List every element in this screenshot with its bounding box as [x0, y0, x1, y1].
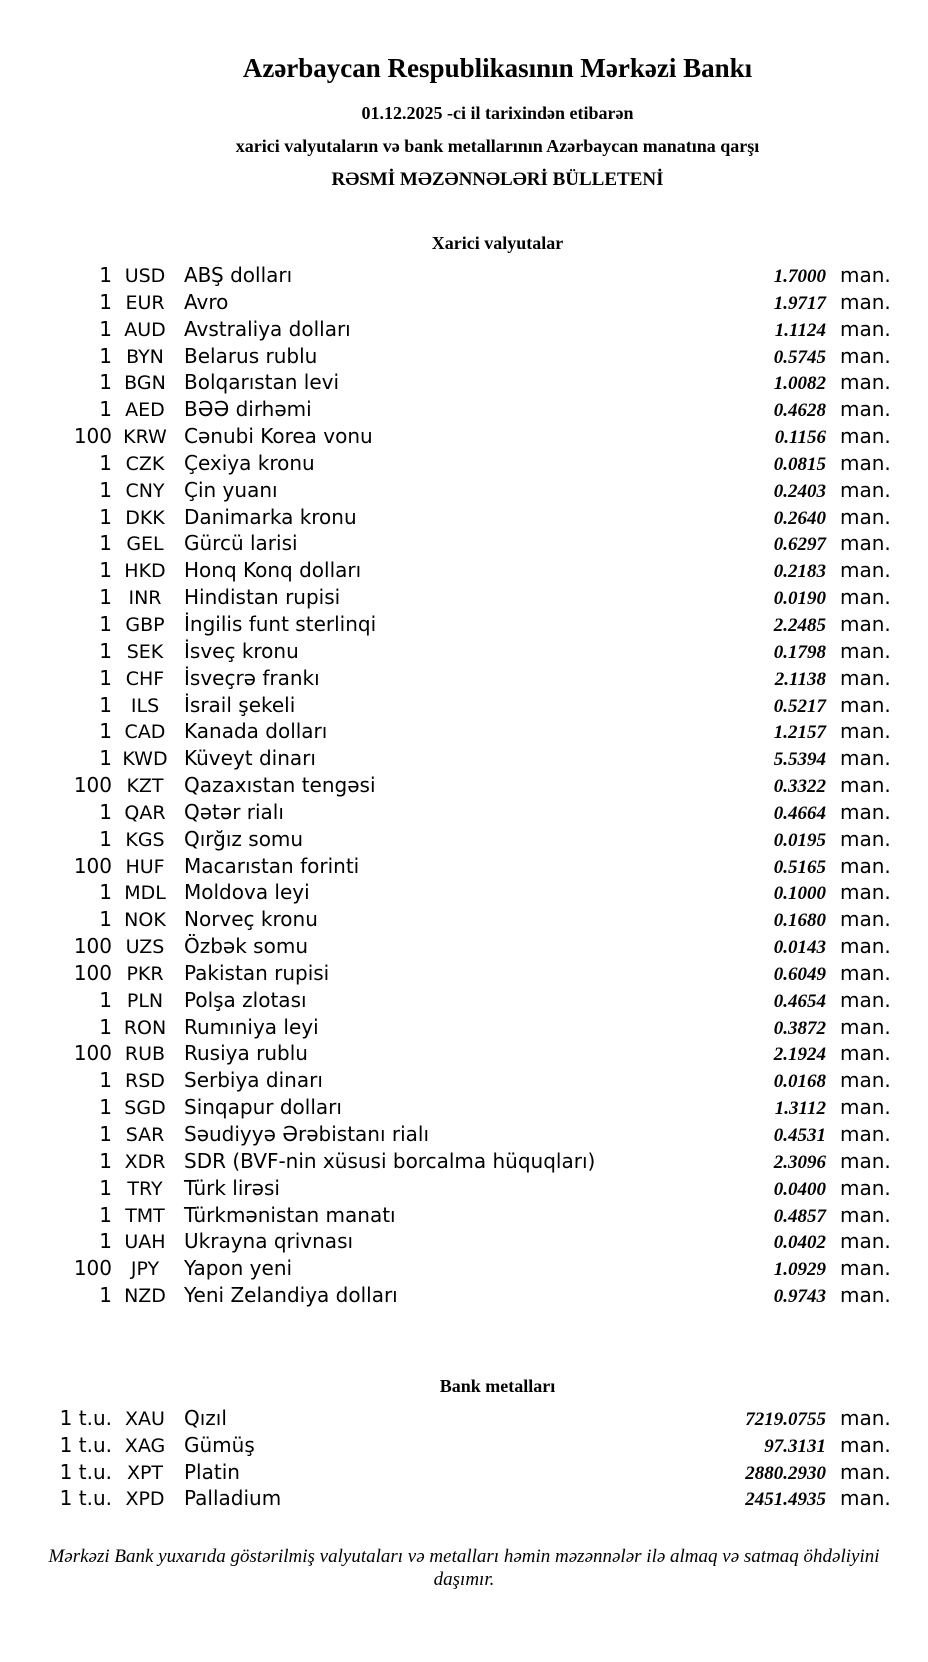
- currency-table: [0, 262, 890, 1309]
- currency-code-cell: SGD: [124, 1097, 166, 1120]
- table-row: [0, 1067, 890, 1094]
- table-row: [0, 799, 890, 826]
- currency-name-cell: Danimarka kronu: [184, 504, 357, 529]
- rate-cell: 0.5165: [773, 856, 826, 878]
- rate-cell: 0.9743: [773, 1286, 826, 1308]
- unit-cell: man.: [840, 880, 891, 905]
- currency-code-cell: EUR: [125, 291, 165, 314]
- currency-name-cell: Honq Konq dolları: [184, 558, 362, 583]
- currency-code-cell: CAD: [124, 721, 166, 744]
- currency-name-cell: Ukrayna qrivnası: [184, 1229, 354, 1254]
- currency-name-cell: Bolqarıstan levi: [184, 370, 340, 395]
- table-row: [0, 772, 890, 799]
- unit-cell: man.: [840, 424, 891, 449]
- table-row: [0, 423, 890, 450]
- currency-code-cell: CHF: [125, 667, 165, 690]
- rate-cell: 0.0402: [773, 1232, 826, 1254]
- currency-code-cell: KRW: [123, 426, 167, 449]
- currency-name-cell: Özbək somu: [184, 934, 308, 959]
- effective-date-line: 01.12.2025 -ci il tarixindən etibarən: [361, 103, 634, 123]
- section-heading-metals: Bank metalları: [439, 1375, 556, 1396]
- unit-cell: man.: [840, 719, 891, 744]
- quantity-cell: 1: [99, 370, 112, 395]
- table-row: [0, 1459, 890, 1486]
- rate-cell: 0.6049: [773, 963, 826, 985]
- unit-cell: man.: [840, 1095, 891, 1120]
- currency-code-cell: MDL: [124, 882, 166, 905]
- unit-cell: man.: [840, 343, 891, 368]
- currency-name-cell: ABŞ dolları: [184, 263, 293, 287]
- currency-code-cell: ILS: [130, 694, 160, 717]
- currency-code-cell: CNY: [125, 479, 165, 502]
- rate-cell: 5.5394: [773, 749, 826, 771]
- rate-cell: 0.5745: [773, 346, 826, 368]
- currency-name-cell: Qazaxıstan tengəsi: [184, 773, 376, 798]
- quantity-cell: 100: [73, 1256, 112, 1281]
- unit-cell: man.: [840, 1229, 891, 1254]
- quantity-cell: 1: [99, 450, 112, 475]
- rate-cell: 0.4654: [773, 990, 826, 1012]
- table-row: [0, 665, 890, 692]
- rate-cell: 2.3096: [773, 1151, 826, 1173]
- quantity-cell: 1: [99, 692, 112, 717]
- quantity-cell: 1: [99, 558, 112, 583]
- table-row: [0, 316, 890, 343]
- bulletin-title: RƏSMİ MƏZƏNNƏLƏRİ BÜLLETENİ: [331, 169, 664, 190]
- currency-name-cell: Sinqapur dolları: [184, 1095, 342, 1120]
- table-row: [0, 262, 890, 289]
- table-row: [0, 1432, 890, 1459]
- table-row: [0, 289, 890, 316]
- currency-name-cell: SDR (BVF-nin xüsusi borcalma hüquqları): [184, 1148, 596, 1173]
- quantity-cell: 1: [99, 289, 112, 314]
- unit-cell: man.: [840, 1068, 891, 1093]
- rate-cell: 1.1124: [774, 319, 826, 341]
- currency-code-cell: CZK: [125, 452, 165, 475]
- currency-code-cell: BGN: [124, 372, 166, 395]
- currency-code-cell: RSD: [125, 1070, 165, 1093]
- currency-name-cell: Serbiya dinarı: [184, 1068, 323, 1093]
- rate-cell: 0.0168: [773, 1071, 826, 1093]
- quantity-cell: 100: [73, 773, 112, 798]
- table-row: [0, 1228, 890, 1255]
- currency-code-cell: NOK: [124, 909, 166, 932]
- unit-cell: man.: [840, 638, 891, 663]
- currency-name-cell: Pakistan rupisi: [184, 960, 330, 985]
- unit-cell: man.: [840, 853, 891, 878]
- quantity-cell: 100: [73, 960, 112, 985]
- quantity-cell: 100: [73, 1041, 112, 1066]
- page-title: Azərbaycan Respublikasının Mərkəzi Bankı: [242, 53, 753, 83]
- quantity-cell: 1: [99, 1068, 112, 1093]
- unit-cell: man.: [840, 1459, 891, 1484]
- currency-name-cell: İngilis funt sterlinqi: [184, 611, 377, 636]
- unit-cell: man.: [840, 477, 891, 502]
- unit-cell: man.: [840, 558, 891, 583]
- rate-cell: 0.1000: [773, 883, 826, 905]
- quantity-cell: 100: [73, 934, 112, 959]
- rate-cell: 0.5217: [773, 695, 826, 717]
- quantity-cell: 1: [99, 799, 112, 824]
- unit-cell: man.: [840, 960, 891, 985]
- currency-name-cell: Moldova leyi: [184, 880, 310, 905]
- currency-code-cell: USD: [124, 265, 166, 287]
- unit-cell: man.: [840, 773, 891, 798]
- currency-code-cell: GEL: [126, 533, 164, 556]
- currency-name-cell: Gürcü larisi: [184, 531, 298, 556]
- table-row: [0, 450, 890, 477]
- rate-cell: 0.4628: [773, 400, 826, 422]
- table-row: [0, 853, 890, 880]
- currency-name-cell: Belarus rublu: [184, 343, 318, 368]
- currency-name-cell: BƏƏ dirhəmi: [184, 397, 312, 422]
- table-row: [0, 369, 890, 396]
- metals-table: [0, 1405, 890, 1512]
- unit-cell: man.: [840, 263, 891, 287]
- currency-code-cell: KGS: [125, 828, 165, 851]
- rate-cell: 0.1680: [773, 910, 826, 932]
- table-row: [0, 879, 890, 906]
- rate-cell: 0.2403: [773, 480, 826, 502]
- currency-code-cell: NZD: [124, 1285, 166, 1308]
- rate-cell: 2.2485: [773, 614, 826, 636]
- currency-name-cell: Platin: [184, 1459, 240, 1484]
- table-row: [0, 530, 890, 557]
- unit-cell: man.: [840, 450, 891, 475]
- unit-cell: man.: [840, 611, 891, 636]
- currency-code-cell: PKR: [126, 962, 164, 985]
- table-row: [0, 1121, 890, 1148]
- rate-cell: 2451.4935: [745, 1489, 826, 1511]
- currency-code-cell: AUD: [124, 318, 166, 341]
- unit-cell: man.: [840, 799, 891, 824]
- quantity-cell: 1: [99, 504, 112, 529]
- quantity-cell: 1: [99, 987, 112, 1012]
- currency-name-cell: Norveç kronu: [184, 907, 318, 932]
- table-row: [0, 638, 890, 665]
- quantity-cell: 1: [99, 397, 112, 422]
- quantity-cell: 1: [99, 1283, 112, 1308]
- currency-name-cell: Palladium: [184, 1486, 282, 1511]
- rate-cell: 0.0143: [773, 937, 826, 959]
- quantity-cell: 1: [99, 477, 112, 502]
- unit-cell: man.: [840, 316, 891, 341]
- rate-cell: 0.3872: [773, 1017, 826, 1039]
- unit-cell: man.: [840, 397, 891, 422]
- currency-code-cell: XDR: [124, 1150, 166, 1173]
- currency-name-cell: Polşa zlotası: [184, 987, 307, 1012]
- table-row: [0, 933, 890, 960]
- currency-code-cell: QAR: [124, 801, 166, 824]
- quantity-cell: 1: [99, 343, 112, 368]
- rate-cell: 1.7000: [773, 266, 826, 287]
- currency-code-cell: RON: [123, 1016, 167, 1039]
- unit-cell: man.: [840, 1432, 891, 1457]
- quantity-cell: 1: [99, 531, 112, 556]
- currency-code-cell: BYN: [126, 345, 164, 368]
- table-row: [0, 1202, 890, 1229]
- currency-code-cell: DKK: [125, 506, 165, 529]
- unit-cell: man.: [840, 585, 891, 610]
- table-row: [0, 557, 890, 584]
- quantity-cell: 1: [99, 1229, 112, 1254]
- currency-code-cell: TMT: [125, 1204, 165, 1227]
- currency-name-cell: Yeni Zelandiya dolları: [184, 1283, 398, 1308]
- currency-name-cell: Türk lirəsi: [184, 1175, 280, 1200]
- currency-code-cell: UAH: [124, 1231, 166, 1254]
- currency-name-cell: Türkmənistan manatı: [184, 1202, 396, 1227]
- rate-cell: 0.0400: [773, 1178, 826, 1200]
- currency-name-cell: Macarıstan forinti: [184, 853, 360, 878]
- table-row: [0, 396, 890, 423]
- unit-cell: man.: [840, 1256, 891, 1281]
- unit-cell: man.: [840, 907, 891, 932]
- currency-code-cell: KZT: [126, 775, 164, 798]
- unit-cell: man.: [840, 692, 891, 717]
- rate-cell: 0.0195: [773, 829, 826, 851]
- table-row: [0, 960, 890, 987]
- quantity-cell: 1: [99, 880, 112, 905]
- currency-code-cell: XPD: [125, 1488, 165, 1511]
- currency-name-cell: İsrail şekeli: [184, 692, 296, 717]
- quantity-cell: 1: [99, 1175, 112, 1200]
- currency-code-cell: HKD: [124, 560, 166, 583]
- table-row: [0, 477, 890, 504]
- rate-cell: 1.0929: [773, 1259, 826, 1281]
- currency-name-cell: Avro: [184, 289, 229, 314]
- currency-name-cell: Avstraliya dolları: [184, 316, 351, 341]
- quantity-cell: 1: [99, 1014, 112, 1039]
- table-row: [0, 1040, 890, 1067]
- unit-cell: man.: [840, 826, 891, 851]
- currency-name-cell: Cənubi Korea vonu: [184, 424, 373, 449]
- quantity-cell: 1: [99, 316, 112, 341]
- currency-name-cell: Qətər rialı: [184, 799, 284, 824]
- bulletin-page: [0, 52, 928, 1662]
- quantity-cell: 1: [99, 1095, 112, 1120]
- rate-cell: 7219.0755: [745, 1408, 826, 1430]
- rate-cell: 1.0082: [773, 373, 826, 395]
- unit-cell: man.: [840, 1122, 891, 1146]
- quantity-cell: 1: [99, 1202, 112, 1227]
- currency-code-cell: RUB: [124, 1043, 166, 1066]
- currency-name-cell: Küveyt dinarı: [184, 746, 316, 771]
- unit-cell: man.: [840, 1148, 891, 1173]
- rate-cell: 97.3131: [764, 1435, 826, 1457]
- rate-cell: 0.1798: [773, 641, 826, 663]
- table-row: [0, 343, 890, 370]
- quantity-cell: 1: [99, 826, 112, 851]
- currency-code-cell: XPT: [126, 1461, 164, 1484]
- rate-cell: 0.0815: [773, 453, 826, 475]
- quantity-cell: 1: [99, 611, 112, 636]
- unit-cell: man.: [840, 665, 891, 690]
- currency-name-cell: Qırğız somu: [184, 826, 304, 851]
- rate-cell: 0.1156: [774, 427, 826, 449]
- table-row: [0, 1485, 890, 1512]
- currency-name-cell: Səudiyyə Ərəbistanı rialı: [184, 1122, 430, 1146]
- table-row: [0, 718, 890, 745]
- table-row: [0, 906, 890, 933]
- quantity-cell: 1: [99, 665, 112, 690]
- table-row: [0, 611, 890, 638]
- currency-name-cell: Çexiya kronu: [184, 450, 315, 475]
- rate-cell: 1.9717: [773, 292, 826, 314]
- currency-name-cell: Rumıniya leyi: [184, 1014, 319, 1039]
- rate-cell: 0.2183: [773, 561, 826, 583]
- table-row: [0, 826, 890, 853]
- unit-cell: man.: [840, 987, 891, 1012]
- currency-name-cell: İsveçrə frankı: [184, 665, 320, 690]
- unit-cell: man.: [840, 1175, 891, 1200]
- unit-cell: man.: [840, 1486, 891, 1511]
- currency-code-cell: TRY: [127, 1177, 163, 1200]
- table-row: [0, 745, 890, 772]
- table-row: [0, 1255, 890, 1282]
- unit-cell: man.: [840, 1014, 891, 1039]
- unit-cell: man.: [840, 1405, 891, 1430]
- currency-name-cell: Çin yuanı: [184, 477, 278, 502]
- rate-cell: 2.1924: [773, 1044, 826, 1066]
- table-row: [0, 692, 890, 719]
- quantity-cell: 100: [73, 853, 112, 878]
- table-row: [0, 987, 890, 1014]
- currency-code-cell: PLN: [126, 989, 164, 1012]
- rate-cell: 0.4857: [773, 1205, 826, 1227]
- rate-cell: 1.2157: [773, 722, 826, 744]
- currency-name-cell: Gümüş: [184, 1432, 255, 1457]
- quantity-cell: 1 t.u.: [59, 1459, 112, 1484]
- currency-code-cell: UZS: [125, 936, 165, 959]
- currency-name-cell: İsveç kronu: [184, 638, 299, 663]
- table-row: [0, 1148, 890, 1175]
- rate-cell: 0.6297: [773, 534, 826, 556]
- currency-name-cell: Yapon yeni: [184, 1256, 293, 1281]
- quantity-cell: 1: [99, 263, 112, 287]
- quantity-cell: 1 t.u.: [59, 1432, 112, 1457]
- rate-cell: 0.2640: [773, 507, 826, 529]
- rate-cell: 2880.2930: [745, 1462, 826, 1484]
- unit-cell: man.: [840, 504, 891, 529]
- header-block: [105, 52, 890, 191]
- currency-code-cell: SAR: [125, 1124, 165, 1146]
- currency-code-cell: SEK: [126, 640, 164, 663]
- currency-name-cell: Rusiya rublu: [184, 1041, 308, 1066]
- unit-cell: man.: [840, 531, 891, 556]
- unit-cell: man.: [840, 1202, 891, 1227]
- unit-cell: man.: [840, 934, 891, 959]
- table-row: [0, 1405, 890, 1432]
- rate-cell: 2.1138: [774, 668, 826, 690]
- quantity-cell: 1: [99, 907, 112, 932]
- quantity-cell: 1: [99, 719, 112, 744]
- quantity-cell: 1 t.u.: [59, 1486, 112, 1511]
- currency-code-cell: AED: [125, 399, 165, 422]
- currency-code-cell: GBP: [125, 613, 165, 636]
- currency-name-cell: Hindistan rupisi: [184, 585, 341, 610]
- footer-note: Mərkəzi Bank yuxarıda göstərilmiş valyutaları və metalları həmin məzənnələr ilə almaq və satmaq öhdəliyini daşımır.: [48, 1546, 880, 1591]
- quantity-cell: 1 t.u.: [59, 1405, 112, 1430]
- unit-cell: man.: [840, 289, 891, 314]
- table-row: [0, 504, 890, 531]
- rate-cell: 0.0190: [773, 588, 826, 610]
- quantity-cell: 1: [99, 1148, 112, 1173]
- unit-cell: man.: [840, 746, 891, 771]
- quantity-cell: 1: [99, 585, 112, 610]
- currency-name-cell: Qızıl: [184, 1405, 227, 1430]
- quantity-cell: 1: [99, 746, 112, 771]
- quantity-cell: 1: [99, 1122, 112, 1146]
- table-row: [0, 1175, 890, 1202]
- table-row: [0, 1094, 890, 1121]
- currency-code-cell: XAU: [125, 1407, 165, 1430]
- currency-code-cell: HUF: [125, 855, 165, 878]
- quantity-cell: 1: [99, 638, 112, 663]
- table-row: [0, 1282, 890, 1309]
- unit-cell: man.: [840, 1283, 891, 1308]
- table-row: [0, 584, 890, 611]
- table-row: [0, 1014, 890, 1041]
- subtitle-line: xarici valyutaların və bank metallarının Azərbaycan manatına qarşı: [235, 136, 760, 156]
- rate-cell: 1.3112: [774, 1098, 826, 1120]
- unit-cell: man.: [840, 1041, 891, 1066]
- rate-cell: 0.4664: [773, 802, 826, 824]
- rate-cell: 0.3322: [773, 776, 826, 798]
- currency-code-cell: XAG: [124, 1434, 166, 1457]
- currency-code-cell: KWD: [122, 748, 168, 771]
- currency-name-cell: Kanada dolları: [184, 719, 328, 744]
- quantity-cell: 100: [73, 424, 112, 449]
- rate-cell: 0.4531: [773, 1125, 826, 1146]
- currency-code-cell: JPY: [130, 1258, 160, 1281]
- unit-cell: man.: [840, 370, 891, 395]
- section-heading-currencies: Xarici valyutalar: [431, 233, 564, 253]
- currency-code-cell: INR: [128, 587, 162, 610]
